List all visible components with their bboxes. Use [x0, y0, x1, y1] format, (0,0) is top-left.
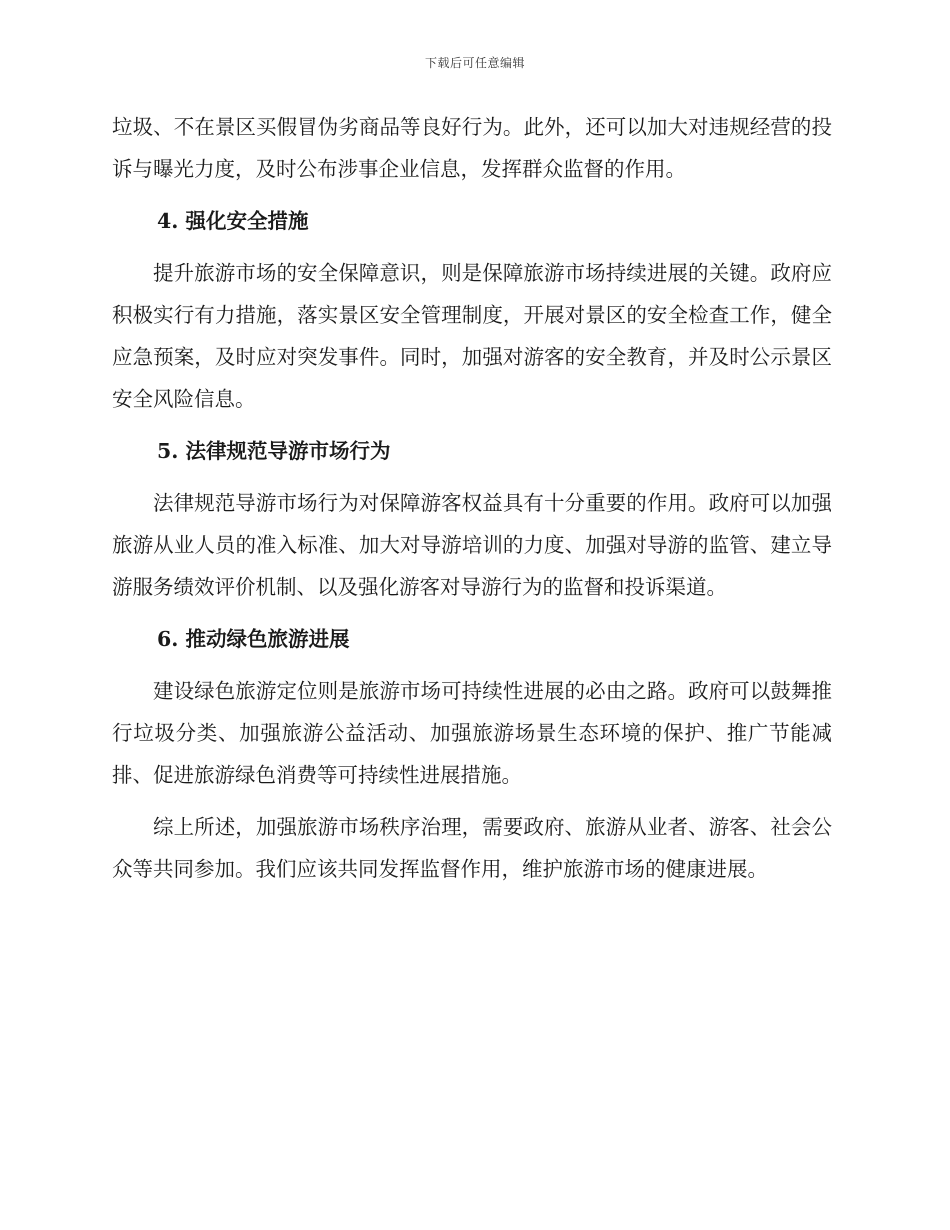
- section-heading-6: 6. 推动绿色旅游进展: [157, 627, 350, 651]
- section-heading-5: 5. 法律规范导游市场行为: [157, 439, 391, 463]
- page-header: 下载后可任意编辑: [424, 56, 525, 70]
- paragraph-conclusion: 综上所述，加强旅游市场秩序治理，需要政府、旅游从业者、游客、社会公众等共同参加。我们应该共同发挥监督作用，维护旅游市场的健康进展。: [112, 815, 832, 881]
- section-heading-4: 4. 强化安全措施: [157, 209, 309, 233]
- paragraph-continued: 垃圾、不在景区买假冒伪劣商品等良好行为。此外，还可以加大对违规经营的投诉与曝光力度，及时公布涉事企业信息，发挥群众监督的作用。: [112, 115, 832, 181]
- paragraph-section-5: 法律规范导游市场行为对保障游客权益具有十分重要的作用。政府可以加强旅游从业人员的准入标准、加大对导游培训的力度、加强对导游的监管、建立导游服务绩效评价机制、以及强化游客对导游行为的监督和投诉渠道。: [112, 491, 832, 599]
- paragraph-section-4: 提升旅游市场的安全保障意识，则是保障旅游市场持续进展的关键。政府应积极实行有力措施，落实景区安全管理制度，开展对景区的安全检查工作，健全应急预案，及时应对突发事件。同时，加强对游客的安全教育，并及时公示景区安全风险信息。: [112, 261, 832, 411]
- paragraph-section-6: 建设绿色旅游定位则是旅游市场可持续性进展的必由之路。政府可以鼓舞推行垃圾分类、加强旅游公益活动、加强旅游场景生态环境的保护、推广节能减排、促进旅游绿色消费等可持续性进展措施。: [112, 679, 832, 787]
- document-body: [112, 106, 832, 900]
